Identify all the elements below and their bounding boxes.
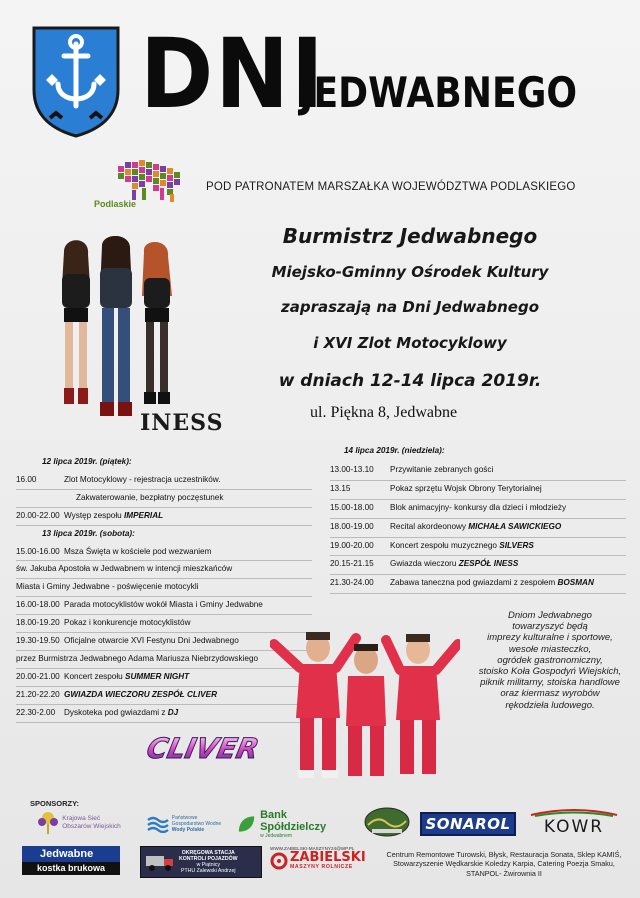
- sponsor-skp: [140, 846, 262, 878]
- schedule-highlight: ZESPÓŁ INESS: [458, 559, 519, 569]
- schedule-divider: [330, 499, 626, 500]
- zabielski-gear-icon: [270, 852, 288, 870]
- sponsor-kowr: [524, 806, 624, 838]
- schedule-time: 15.00-16.00: [16, 546, 60, 556]
- skp-line-2: KONTROLI POJAZDÓW: [179, 855, 238, 862]
- attraction-line: wesołe miasteczko,: [508, 643, 592, 655]
- sponsor-gzk-emblem: [362, 806, 412, 838]
- title-main: DNI: [140, 18, 326, 130]
- attraction-line: piknik militarny, stoiska handlowe: [480, 677, 620, 689]
- schedule-desc: św. Jakuba Apostoła w Jedwabnem w intencji mieszkańców: [16, 564, 233, 574]
- schedule-divider: [16, 596, 312, 597]
- attraction-line: ogródek gastronomiczny,: [497, 654, 603, 666]
- schedule-divider: [330, 518, 626, 519]
- wody-line-2: Gospodarstwo Wodne: [171, 820, 222, 827]
- schedule-time: 13.00-13.10: [330, 464, 374, 474]
- schedule-divider: [16, 704, 312, 705]
- schedule-divider: [16, 686, 312, 687]
- schedule-desc: Blok animacyjny- konkursy dla dzieci i młodzieży: [390, 502, 567, 512]
- schedule-item: [16, 600, 263, 609]
- schedule-desc: Koncert zespołu muzycznego: [390, 540, 500, 550]
- schedule-time: 19.00-20.00: [330, 540, 374, 550]
- schedule-divider: [330, 574, 626, 575]
- schedule-item: [16, 547, 211, 556]
- schedule-desc: Miasta i Gminy Jedwabne - poświęcenie motocykli: [16, 582, 199, 592]
- schedule-desc: Zabawa taneczna pod gwiazdami z zespołem: [390, 578, 558, 588]
- schedule-time: 18.00-19.00: [330, 521, 374, 531]
- schedule-desc: Parada motocyklistów wokół Miasta i Gminy Jedwabne: [64, 600, 263, 610]
- jedwabne-kostka: kostka brukowa: [22, 862, 120, 875]
- schedule-divider: [16, 525, 312, 526]
- schedule-item: [330, 578, 594, 587]
- podlaskie-logo-label: Podlaskie: [94, 199, 137, 209]
- schedule-item: [16, 618, 191, 627]
- bank-leaf-icon: [236, 813, 257, 835]
- schedule-item: [330, 503, 566, 512]
- schedule-desc: Przywitanie zebranych gości: [390, 464, 494, 474]
- schedule-item: [76, 493, 223, 502]
- bank-sub: w Jedwabnem: [260, 833, 293, 839]
- schedule-time: 15.00-18.00: [330, 502, 374, 512]
- schedule-item: [330, 522, 561, 531]
- schedule-desc: Pokaz i konkurencje motocyklistów: [64, 618, 191, 628]
- schedule-desc: Recital akordeonowy: [390, 521, 469, 531]
- event-address: ul. Piękna 8, Jedwabne: [310, 404, 458, 421]
- day-heading-text: 12 lipca 2019r. (piątek):: [42, 457, 132, 466]
- schedule-desc: Msza Święta w kościele pod wezwaniem: [64, 546, 212, 556]
- schedule-divider: [330, 537, 626, 538]
- schedule-time: 22.30-2.00: [16, 707, 56, 717]
- jedwabne-brand: Jedwabne: [22, 846, 120, 862]
- schedule-item: [16, 564, 232, 573]
- schedule-highlight: DJ: [167, 707, 179, 717]
- schedule-item: [16, 475, 221, 484]
- schedule-time: 20.00-22.00: [16, 510, 60, 520]
- schedule-desc: Koncert zespołu: [64, 671, 125, 681]
- schedule-divider: [16, 668, 312, 669]
- schedule-desc: Zlot Motocyklowy - rejestracja uczestników.: [64, 474, 221, 484]
- day-heading-text: 14 lipca 2019r. (niedziela):: [344, 446, 445, 455]
- coat-of-arms-icon: [28, 22, 124, 140]
- schedule-divider: [16, 507, 312, 508]
- sponsor-sonarol: [420, 812, 516, 836]
- schedule-divider: [330, 480, 626, 481]
- cliver-band-photo: [270, 614, 460, 786]
- attraction-line: stoisko Koła Gospodyń Wiejskich,: [478, 666, 622, 678]
- schedule-day-heading: [42, 529, 135, 538]
- wave-icon: [147, 815, 169, 833]
- skp-line-4: PTHU Zalewski Andrzej: [181, 868, 236, 875]
- schedule-item: [330, 465, 493, 474]
- gzk-emblem-icon: [364, 807, 410, 837]
- attraction-line: Dniom Jedwabnego: [508, 610, 592, 621]
- schedule-day-heading: [42, 457, 132, 466]
- schedule-time: 21.20-22.20: [16, 689, 60, 699]
- schedule-desc: Pokaz sprzętu Wojsk Obrony Terytorialnej: [390, 483, 542, 493]
- schedule-desc: Zakwaterowanie, bezpłatny poczęstunek: [76, 492, 224, 502]
- schedule-divider: [16, 614, 312, 615]
- schedule-time: 20.00-21.00: [16, 671, 60, 681]
- schedule-item: [16, 672, 189, 681]
- schedule-divider: [16, 632, 312, 633]
- other-sponsors-text: Centrum Remontowe Turowski, Błysk, Restauracja Sonata, Sklep KAMIŚ, Stowarzyszenie Wędkarskie Koledzy Karpia, Catering Poezja Smaku, STANPOL- Żwirownia II: [386, 850, 622, 878]
- sponsor-jedwabne-kostka: [22, 846, 120, 876]
- schedule-desc: Oficjalne otwarcie XVI Festynu Dni Jedwabnego: [64, 636, 239, 645]
- schedule-time: 13.15: [330, 483, 351, 493]
- attraction-line: imprezy kulturalne i sportowe,: [487, 632, 613, 644]
- schedule-desc: Gwiazda wieczoru: [390, 559, 459, 569]
- schedule-item: [330, 541, 534, 550]
- attraction-line: oraz kiermasz wyrobów: [500, 688, 600, 700]
- title-sub: JEDWABNEGO: [300, 68, 578, 117]
- zabielski-url: WWW.ZABIELSKI-MASZYNY24@WP.PL: [270, 846, 355, 851]
- bank-name: Bank Spółdzielczy: [260, 809, 327, 833]
- kowr-text: KOWR: [543, 817, 605, 837]
- iness-band-name: INESS: [140, 410, 224, 436]
- ksow-line-2: Obszarów Wiejskich: [62, 823, 121, 830]
- schedule-desc: Dyskoteka pod gwiazdami z: [64, 707, 168, 717]
- skp-line-1: OKRĘGOWA STACJA: [181, 849, 235, 856]
- ksow-tree-icon: [37, 810, 59, 836]
- ksow-line-1: Krajowa Sieć: [62, 815, 101, 822]
- iness-band-photo: [44, 236, 190, 426]
- schedule-time: 19.30-19.50: [16, 636, 60, 645]
- schedule-highlight: SUMMER NIGHT: [125, 671, 190, 681]
- schedule-item: [330, 559, 518, 568]
- invite-line-5: w dniach 12-14 lipca 2019r.: [278, 371, 542, 391]
- sponsor-wody-polskie: [134, 810, 234, 838]
- truck-icon: [145, 852, 175, 872]
- sponsor-ksow: [24, 808, 134, 838]
- schedule-desc: przez Burmistrza Jedwabnego Adama Mariusza Niebrzydowskiego: [16, 653, 259, 663]
- cliver-logo-text: CLIVER: [146, 732, 262, 765]
- schedule-highlight: MICHAŁA SAWICKIEGO: [468, 521, 562, 531]
- schedule-highlight: IMPERIAL: [124, 510, 164, 520]
- attractions-text: [470, 610, 630, 711]
- schedule-item: [16, 708, 178, 717]
- sponsor-bank-spoldzielczy: [236, 810, 352, 838]
- schedule-item: [16, 690, 217, 699]
- schedule-item: [16, 654, 258, 663]
- schedule-time: 16.00-18.00: [16, 600, 60, 610]
- day-heading-text: 13 lipca 2019r. (sobota):: [42, 528, 135, 538]
- schedule-item: [16, 636, 239, 645]
- sponsors-label: SPONSORZY:: [30, 799, 80, 808]
- attraction-line: towarzyszyć będą: [512, 621, 588, 633]
- schedule-highlight: GWIAZDA WIECZORU ZESPÓŁ CLIVER: [64, 689, 217, 699]
- sonarol-text: SONAROL: [425, 815, 511, 833]
- invite-line-1: Burmistrz Jedwabnego: [282, 224, 538, 248]
- invite-line-4: i XVI Zlot Motocyklowy: [313, 334, 507, 352]
- sponsor-zabielski: [270, 846, 378, 878]
- schedule-divider: [16, 650, 312, 651]
- schedule-divider: [16, 722, 312, 723]
- schedule-desc: Występ zespołu: [64, 510, 124, 520]
- zabielski-name: ZABIELSKI: [290, 850, 366, 865]
- kowr-stripes-icon: [529, 807, 619, 817]
- schedule-time: 20.15-21.15: [330, 559, 374, 569]
- schedule-divider: [330, 593, 626, 594]
- wody-line-1: Państwowe: [171, 814, 198, 821]
- patronage-text: POD PATRONATEM MARSZAŁKA WOJEWÓDZTWA PODLASKIEGO: [206, 181, 576, 193]
- cliver-logo: [146, 726, 296, 770]
- skp-line-3: w Piątnicy: [196, 862, 220, 868]
- schedule-item: [16, 582, 198, 591]
- attraction-line: rękodzieła ludowego.: [505, 699, 595, 711]
- schedule-divider: [16, 560, 312, 561]
- schedule-time: 16.00: [16, 474, 37, 484]
- wody-line-3: Wody Polskie: [171, 827, 205, 834]
- schedule-item: [330, 484, 542, 493]
- schedule-divider: [16, 578, 312, 579]
- schedule-divider: [16, 489, 312, 490]
- schedule-highlight: BOSMAN: [557, 578, 594, 588]
- schedule-item: [16, 511, 163, 520]
- schedule-divider: [330, 555, 626, 556]
- invite-line-3: zapraszają na Dni Jedwabnego: [281, 298, 539, 316]
- zabielski-sub: MASZYNY ROLNICZE: [290, 864, 353, 870]
- invite-line-2: Miejsko-Gminny Ośrodek Kultury: [271, 263, 549, 281]
- schedule-time: 21.30-24.00: [330, 578, 374, 588]
- schedule-time: 18.00-19.20: [16, 618, 60, 628]
- schedule-day-heading: [344, 446, 445, 455]
- schedule-highlight: SILVERS: [499, 540, 534, 550]
